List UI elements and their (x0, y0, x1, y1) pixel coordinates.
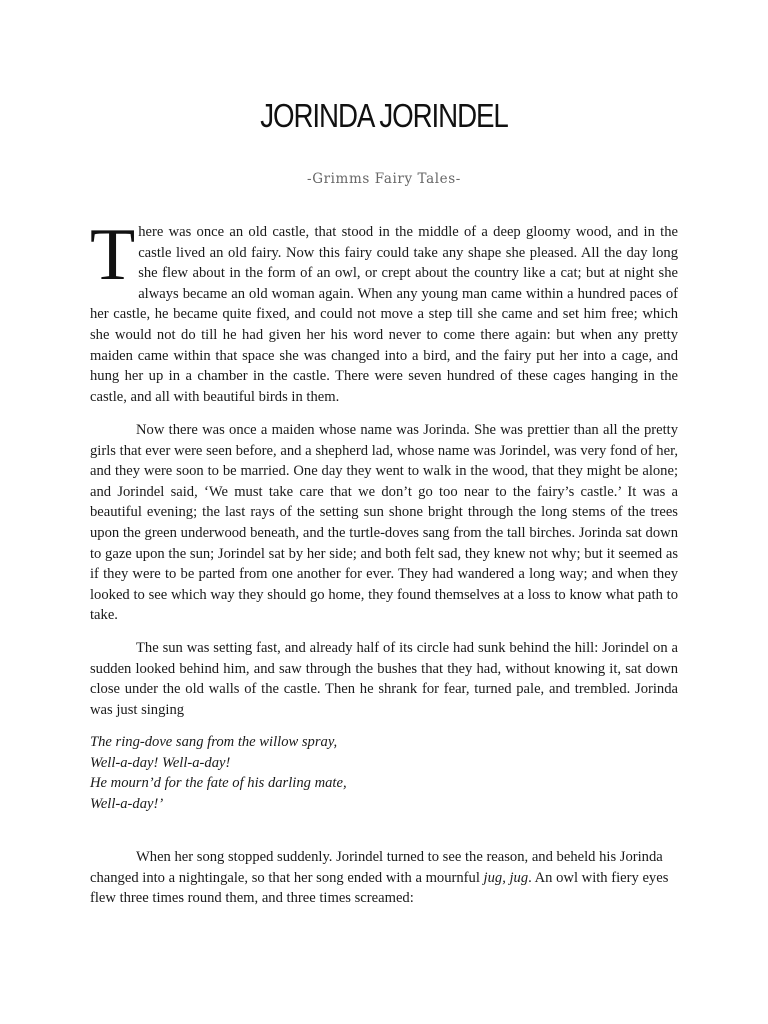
verse-line: Well-a-day!’ (90, 795, 164, 812)
verse-line: Well-a-day! Well-a-day! (90, 754, 231, 771)
paragraph-2: Now there was once a maiden whose name was Jorinda. She was prettier than all the pretty girls that ever were seen before, and a shepherd lad, whose name was Jorindel, was very fond of her, and they were soon to be married. One day they went to walk in the wood, that they might be alone; and Jorindel said, ‘We must take care that we don’t go too near to the fairy’s castle.’ It was a beautiful evening; the last rays of the setting sun shone bright through the long stems of the trees upon the green underwood beneath, and the turtle-doves sang from the tall birches. Jorinda sat down to gaze upon the sun; Jorindel sat by her side; and both felt sad, they knew not why; but it seemed as if they were to be parted from one another for ever. They had wandered a long way; and when they looked to see which way they should go home, they found themselves at a loss to know what path to take. (90, 422, 678, 624)
verse-line: He mourn’d for the fate of his darling mate, (90, 775, 347, 792)
paragraph-4-emphasis: jug, jug (483, 869, 529, 886)
verse-block (90, 732, 678, 814)
paragraph-4-text-a: When her song stopped suddenly. Jorindel turned to see the reason, and beheld his Jorinda changed into a nightingale, so that her song ended with a mournful (90, 849, 663, 886)
drop-cap: T (90, 214, 136, 296)
paragraph-4 (90, 847, 678, 909)
paragraph-1 (90, 214, 678, 407)
page-subtitle: -Grimms Fairy Tales- (307, 171, 461, 187)
paragraph-4-text-b: . An owl with fiery eyes flew three times round them, and three times screamed: (90, 869, 669, 907)
page-title: JORINDA JORINDEL (260, 97, 508, 134)
paragraph-1-text: here was once an old castle, that stood in the middle of a deep gloomy wood, and in the castle lived an old fairy. Now this fairy could take any shape she pleased. All the day long she flew about in the form of an owl, or crept about the country like a cat; but at night she always became an old woman again. When any young man came within a hundred paces of her castle, he became quite fixed, and could not move a step till she came and set him free; which she would not do till he had given her his word never to come there again: but when any pretty maiden came within that space she was changed into a bird, and the fairy put her into a cage, and hung her up in a chamber in the castle. There were seven hundred of these cages hanging in the castle, and all with beautiful birds in them. (90, 224, 678, 405)
paragraph-3: The sun was setting fast, and already half of its circle had sunk behind the hill: Jorindel on a sudden looked behind him, and saw through the bushes that they had, without knowing it, sat down close under the old walls of the castle. Then he shrank for fear, turned pale, and trembled. Jorinda was just singing (90, 640, 678, 718)
document-page (90, 0, 678, 1024)
verse-line: The ring-dove sang from the willow spray, (90, 734, 338, 750)
